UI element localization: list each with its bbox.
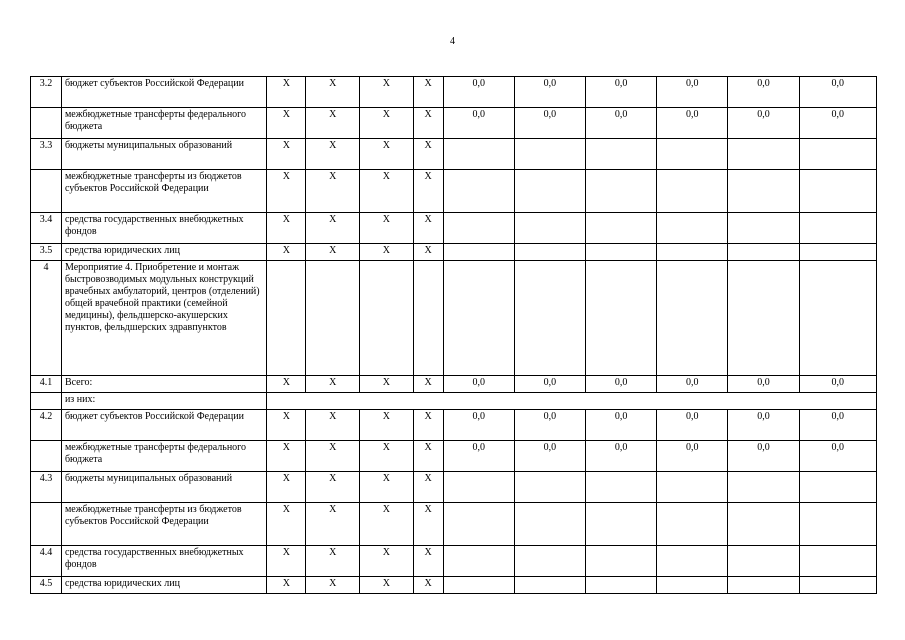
row-name: бюджет субъектов Российской Федерации [61,77,266,108]
row-number [31,441,62,472]
table-row [31,213,877,244]
value-cell: 0,0 [586,108,657,139]
value-cell: 0,0 [728,376,799,393]
value-cell [728,577,799,594]
row-name: из них: [61,393,266,410]
x-cell: Х [413,472,443,503]
row-number: 4.3 [31,472,62,503]
row-name: бюджет субъектов Российской Федерации [61,410,266,441]
value-cell [657,170,728,213]
x-cell: Х [306,139,360,170]
x-cell: Х [267,213,306,244]
x-cell [360,261,414,376]
budget-table [30,76,877,594]
x-cell [267,261,306,376]
x-cell: Х [413,441,443,472]
value-cell: 0,0 [799,77,876,108]
x-cell: Х [306,503,360,546]
value-cell [586,577,657,594]
value-cell [657,139,728,170]
value-cell [514,244,585,261]
x-cell: Х [360,213,414,244]
value-cell: 0,0 [514,410,585,441]
row-name: бюджеты муниципальных образований [61,139,266,170]
x-cell: Х [306,376,360,393]
value-cell: 0,0 [728,77,799,108]
value-cell [799,170,876,213]
x-cell: Х [413,410,443,441]
row-number: 4.1 [31,376,62,393]
x-cell: Х [306,577,360,594]
x-cell: Х [360,472,414,503]
value-cell [728,244,799,261]
value-cell [514,261,585,376]
value-cell: 0,0 [799,376,876,393]
value-cell [657,577,728,594]
row-number: 4.5 [31,577,62,594]
value-cell: 0,0 [657,376,728,393]
x-cell: Х [306,77,360,108]
value-cell [657,261,728,376]
x-cell: Х [413,139,443,170]
value-cell [728,503,799,546]
row-number [31,503,62,546]
x-cell: Х [267,410,306,441]
value-cell: 0,0 [514,108,585,139]
value-cell [728,546,799,577]
value-cell [443,244,514,261]
value-cell: 0,0 [657,77,728,108]
x-cell: Х [360,577,414,594]
x-cell: Х [360,441,414,472]
x-cell: Х [413,376,443,393]
table-row [31,376,877,393]
row-number: 4.2 [31,410,62,441]
value-cell [514,577,585,594]
value-cell: 0,0 [443,376,514,393]
value-cell [586,472,657,503]
row-name: Мероприятие 4. Приобретение и монтаж быстровозводимых модульных конструкций врачебных амбулаторий, центров (отделений) общей врачебной практики (семейной медицины), фельдшерско-акушерских пунктов, фельдшерских здравпунктов [61,261,266,376]
x-cell: Х [360,170,414,213]
value-cell [728,170,799,213]
value-cell: 0,0 [443,77,514,108]
value-cell [799,472,876,503]
value-cell: 0,0 [657,441,728,472]
table-row [31,77,877,108]
value-cell [514,546,585,577]
value-cell [799,213,876,244]
row-number [31,393,62,410]
value-cell [443,213,514,244]
row-number: 4.4 [31,546,62,577]
value-cell [728,213,799,244]
x-cell: Х [267,170,306,213]
row-name: межбюджетные трансферты федерального бюджета [61,441,266,472]
value-cell [443,546,514,577]
value-cell [657,213,728,244]
x-cell: Х [360,139,414,170]
x-cell: Х [413,108,443,139]
row-name: межбюджетные трансферты из бюджетов субъектов Российской Федерации [61,170,266,213]
value-cell: 0,0 [799,441,876,472]
x-cell: Х [267,376,306,393]
value-cell [657,244,728,261]
table-row [31,170,877,213]
value-cell: 0,0 [657,410,728,441]
value-cell [586,546,657,577]
value-cell [586,261,657,376]
row-name: средства юридических лиц [61,577,266,594]
row-number [31,170,62,213]
value-cell [443,170,514,213]
row-name: средства государственных внебюджетных фондов [61,213,266,244]
value-cell [586,503,657,546]
row-number: 3.4 [31,213,62,244]
x-cell: Х [360,77,414,108]
table-row [31,577,877,594]
value-cell: 0,0 [586,77,657,108]
value-cell: 0,0 [514,376,585,393]
row-name: средства государственных внебюджетных фондов [61,546,266,577]
x-cell: Х [267,472,306,503]
value-cell [586,170,657,213]
value-cell: 0,0 [657,108,728,139]
x-cell: Х [267,139,306,170]
x-cell: Х [360,108,414,139]
x-cell: Х [306,472,360,503]
value-cell [728,261,799,376]
table-row [31,244,877,261]
value-cell [586,244,657,261]
value-cell: 0,0 [443,108,514,139]
value-cell [657,472,728,503]
value-cell [514,139,585,170]
row-number: 4 [31,261,62,376]
value-cell [657,546,728,577]
merged-cell [267,393,877,410]
x-cell: Х [267,577,306,594]
value-cell [586,139,657,170]
x-cell: Х [306,213,360,244]
value-cell [799,139,876,170]
x-cell: Х [306,546,360,577]
x-cell: Х [306,170,360,213]
table-row [31,410,877,441]
row-name: Всего: [61,376,266,393]
row-name: межбюджетные трансферты федерального бюджета [61,108,266,139]
x-cell: Х [413,170,443,213]
x-cell: Х [413,546,443,577]
table-row [31,503,877,546]
x-cell: Х [306,244,360,261]
table-row [31,108,877,139]
value-cell [443,577,514,594]
value-cell: 0,0 [586,376,657,393]
x-cell: Х [267,108,306,139]
x-cell: Х [360,376,414,393]
x-cell: Х [267,244,306,261]
value-cell: 0,0 [443,441,514,472]
x-cell: Х [306,108,360,139]
table-row [31,441,877,472]
x-cell: Х [360,410,414,441]
table-row [31,546,877,577]
row-number: 3.3 [31,139,62,170]
value-cell [799,577,876,594]
x-cell: Х [413,77,443,108]
value-cell: 0,0 [799,108,876,139]
value-cell [799,546,876,577]
value-cell [443,472,514,503]
value-cell [514,213,585,244]
x-cell [413,261,443,376]
x-cell: Х [267,77,306,108]
x-cell: Х [306,441,360,472]
x-cell: Х [267,546,306,577]
x-cell: Х [413,577,443,594]
value-cell [728,472,799,503]
value-cell [799,503,876,546]
row-number [31,108,62,139]
row-name: средства юридических лиц [61,244,266,261]
value-cell [799,244,876,261]
value-cell [514,503,585,546]
value-cell: 0,0 [514,77,585,108]
value-cell: 0,0 [728,410,799,441]
x-cell: Х [360,546,414,577]
table-row [31,261,877,376]
x-cell: Х [267,503,306,546]
value-cell: 0,0 [586,410,657,441]
table-row [31,393,877,410]
value-cell: 0,0 [728,108,799,139]
row-number: 3.5 [31,244,62,261]
value-cell [657,503,728,546]
row-name: бюджеты муниципальных образований [61,472,266,503]
x-cell: Х [413,244,443,261]
value-cell [514,472,585,503]
value-cell: 0,0 [514,441,585,472]
x-cell [306,261,360,376]
x-cell: Х [360,244,414,261]
x-cell: Х [413,503,443,546]
value-cell: 0,0 [728,441,799,472]
x-cell: Х [306,410,360,441]
x-cell: Х [360,503,414,546]
table-row [31,472,877,503]
value-cell [586,213,657,244]
row-name: межбюджетные трансферты из бюджетов субъектов Российской Федерации [61,503,266,546]
x-cell: Х [267,441,306,472]
value-cell: 0,0 [586,441,657,472]
page-number: 4 [450,36,455,47]
row-number: 3.2 [31,77,62,108]
value-cell: 0,0 [443,410,514,441]
table-row [31,139,877,170]
value-cell [728,139,799,170]
value-cell [443,503,514,546]
value-cell [443,261,514,376]
value-cell: 0,0 [799,410,876,441]
value-cell [514,170,585,213]
value-cell [443,139,514,170]
value-cell [799,261,876,376]
x-cell: Х [413,213,443,244]
